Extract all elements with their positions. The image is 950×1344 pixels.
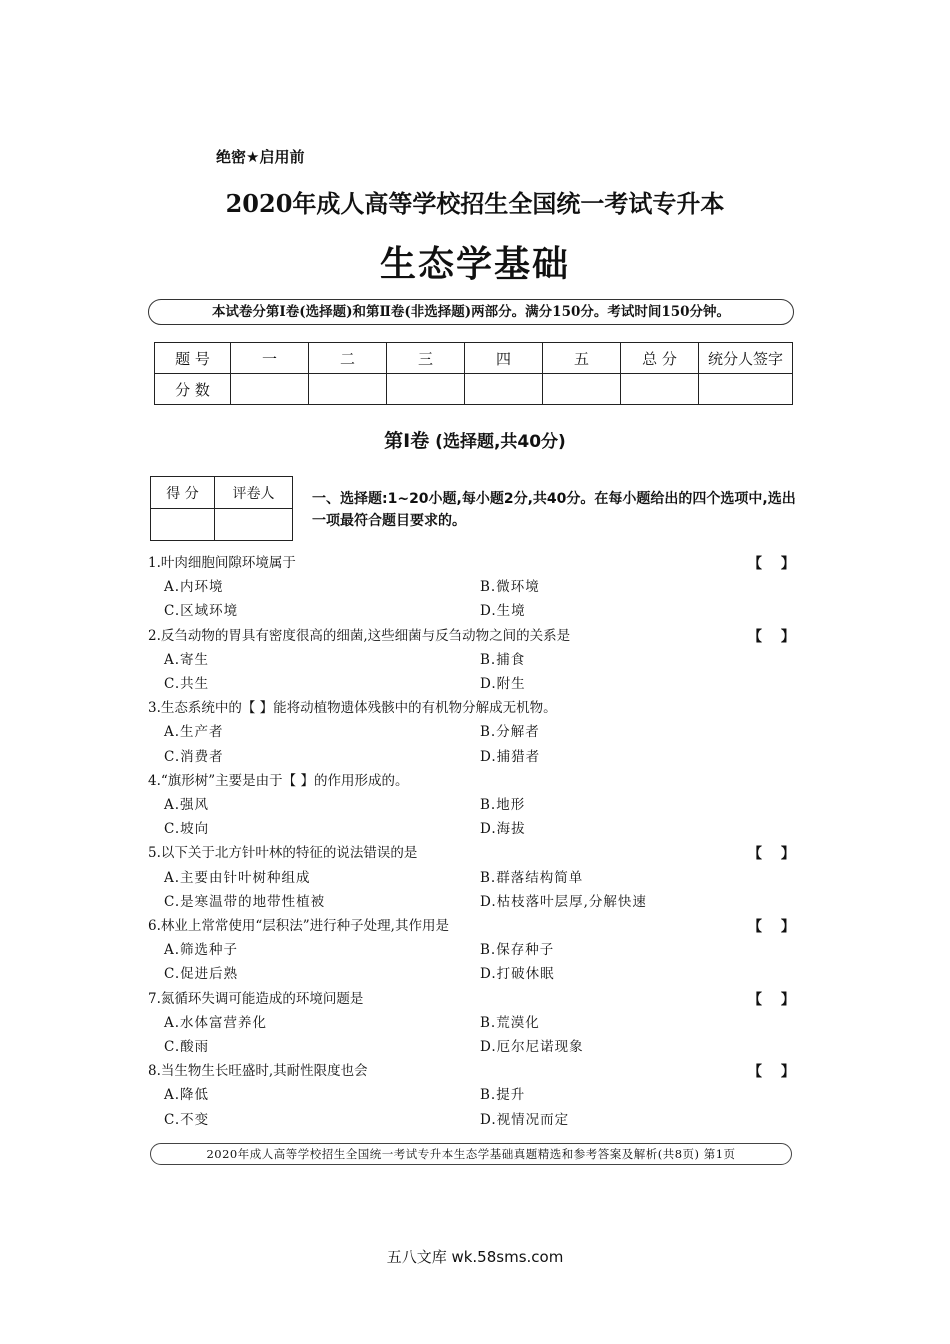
question-option: C.共生	[164, 676, 210, 692]
score-input-cell	[231, 374, 309, 405]
question-option: B.保存种子	[480, 942, 555, 959]
question-option: C.促进后熟	[164, 966, 239, 983]
score-input-cell	[309, 374, 387, 405]
score-input-cell	[465, 374, 543, 405]
score-cell: 三	[387, 343, 465, 374]
question-stem: 8.当生物生长旺盛时,其耐性限度也会	[148, 1063, 368, 1080]
question-stem: 5.以下关于北方针叶林的特征的说法错误的是	[148, 845, 418, 862]
question-option: A.寄生	[164, 651, 210, 668]
question-option: C.坡向	[164, 821, 210, 838]
answer-bracket: 【 】	[748, 556, 795, 572]
question-option: A.主要由针叶树种组成	[164, 869, 311, 886]
score-table	[154, 342, 793, 405]
part-title-main: 第Ⅰ卷	[384, 430, 430, 452]
question-option: B.微环境	[480, 579, 540, 596]
score-input-cell	[621, 374, 699, 405]
part-title	[0, 426, 950, 453]
question-option: D.附生	[480, 676, 526, 692]
question-option: D.海拔	[480, 821, 526, 838]
exam-title: 2020年成人高等学校招生全国统一考试专升本	[225, 189, 725, 218]
grader-name-label: 评卷人	[215, 477, 293, 509]
grader-score-cell	[151, 509, 215, 541]
score-cell: 题 号	[155, 343, 231, 374]
question-option: C.区域环境	[164, 603, 239, 620]
section-heading: 一、选择题:1~20小题,每小题2分,共40分。在每小题给出的四个选项中,选出一项最符合题目要求的。	[312, 491, 796, 529]
grader-name-cell	[215, 509, 293, 541]
answer-bracket: 【 】	[748, 919, 795, 935]
question-stem: 2.反刍动物的胃具有密度很高的细菌,这些细菌与反刍动物之间的关系是	[148, 627, 571, 644]
question-option: B.提升	[480, 1087, 526, 1104]
question-option: B.地形	[480, 797, 526, 813]
score-cell: 统分人签字	[699, 343, 793, 374]
page-footer: 2020年成人高等学校招生全国统一考试专升本生态学基础真题精选和参考答案及解析(共8页) 第1页	[150, 1143, 792, 1165]
question-option: D.厄尔尼诺现象	[480, 1039, 584, 1055]
question-option: D.视情况而定	[480, 1111, 570, 1128]
score-cell: 一	[231, 343, 309, 374]
secret-label: 绝密★启用前	[216, 148, 305, 166]
exam-notice: 本试卷分第Ⅰ卷(选择题)和第Ⅱ卷(非选择题)两部分。满分150分。考试时间150分钟。	[148, 299, 794, 325]
question-option: D.捕猎者	[480, 748, 541, 765]
question-stem: 1.叶肉细胞间隙环境属于	[148, 555, 296, 571]
subject-title: 生态学基础	[379, 244, 570, 285]
question-option: C.不变	[164, 1111, 210, 1128]
grader-table	[150, 476, 293, 541]
question-option: B.捕食	[480, 651, 526, 668]
question-option: A.内环境	[164, 579, 224, 596]
score-cell: 四	[465, 343, 543, 374]
question-option: A.水体富营养化	[164, 1014, 268, 1031]
score-input-cell	[699, 374, 793, 405]
question-option: B.荒漠化	[480, 1014, 540, 1031]
score-cell: 五	[543, 343, 621, 374]
answer-bracket: 【 】	[748, 991, 795, 1008]
site-watermark: 五八文库 wk.58sms.com	[386, 1248, 564, 1266]
answer-bracket: 【 】	[748, 846, 795, 863]
score-row-label: 分 数	[155, 374, 231, 405]
question-option: D.生境	[480, 603, 526, 620]
grader-score-label: 得 分	[151, 477, 215, 509]
question-option: B.分解者	[480, 724, 540, 741]
question-option: A.筛选种子	[164, 942, 239, 959]
question-option: D.枯枝落叶层厚,分解快速	[480, 893, 647, 910]
score-cell: 总 分	[621, 343, 699, 374]
question-option: C.消费者	[164, 748, 224, 765]
question-stem: 3.生态系统中的【 】能将动植物遗体残骸中的有机物分解成无机物。	[148, 700, 557, 717]
part-title-sub: (选择题,共40分)	[435, 432, 566, 452]
question-stem: 4.“旗形树”主要是由于【 】的作用形成的。	[148, 772, 409, 789]
question-option: C.是寒温带的地带性植被	[164, 893, 326, 910]
question-option: A.强风	[164, 797, 210, 813]
score-table-value-row	[155, 374, 793, 405]
question-stem: 6.林业上常常使用“层积法”进行种子处理,其作用是	[148, 918, 449, 934]
question-stem: 7.氮循环失调可能造成的环境问题是	[148, 990, 364, 1007]
question-option: C.酸雨	[164, 1039, 210, 1055]
answer-bracket: 【 】	[748, 1064, 795, 1081]
answer-bracket: 【 】	[748, 628, 795, 645]
score-table-header-row	[155, 343, 793, 374]
question-option: A.降低	[164, 1087, 210, 1104]
score-input-cell	[387, 374, 465, 405]
question-option: B.群落结构简单	[480, 869, 584, 886]
question-option: A.生产者	[164, 724, 224, 741]
score-input-cell	[543, 374, 621, 405]
question-option: D.打破休眠	[480, 966, 555, 983]
score-cell: 二	[309, 343, 387, 374]
